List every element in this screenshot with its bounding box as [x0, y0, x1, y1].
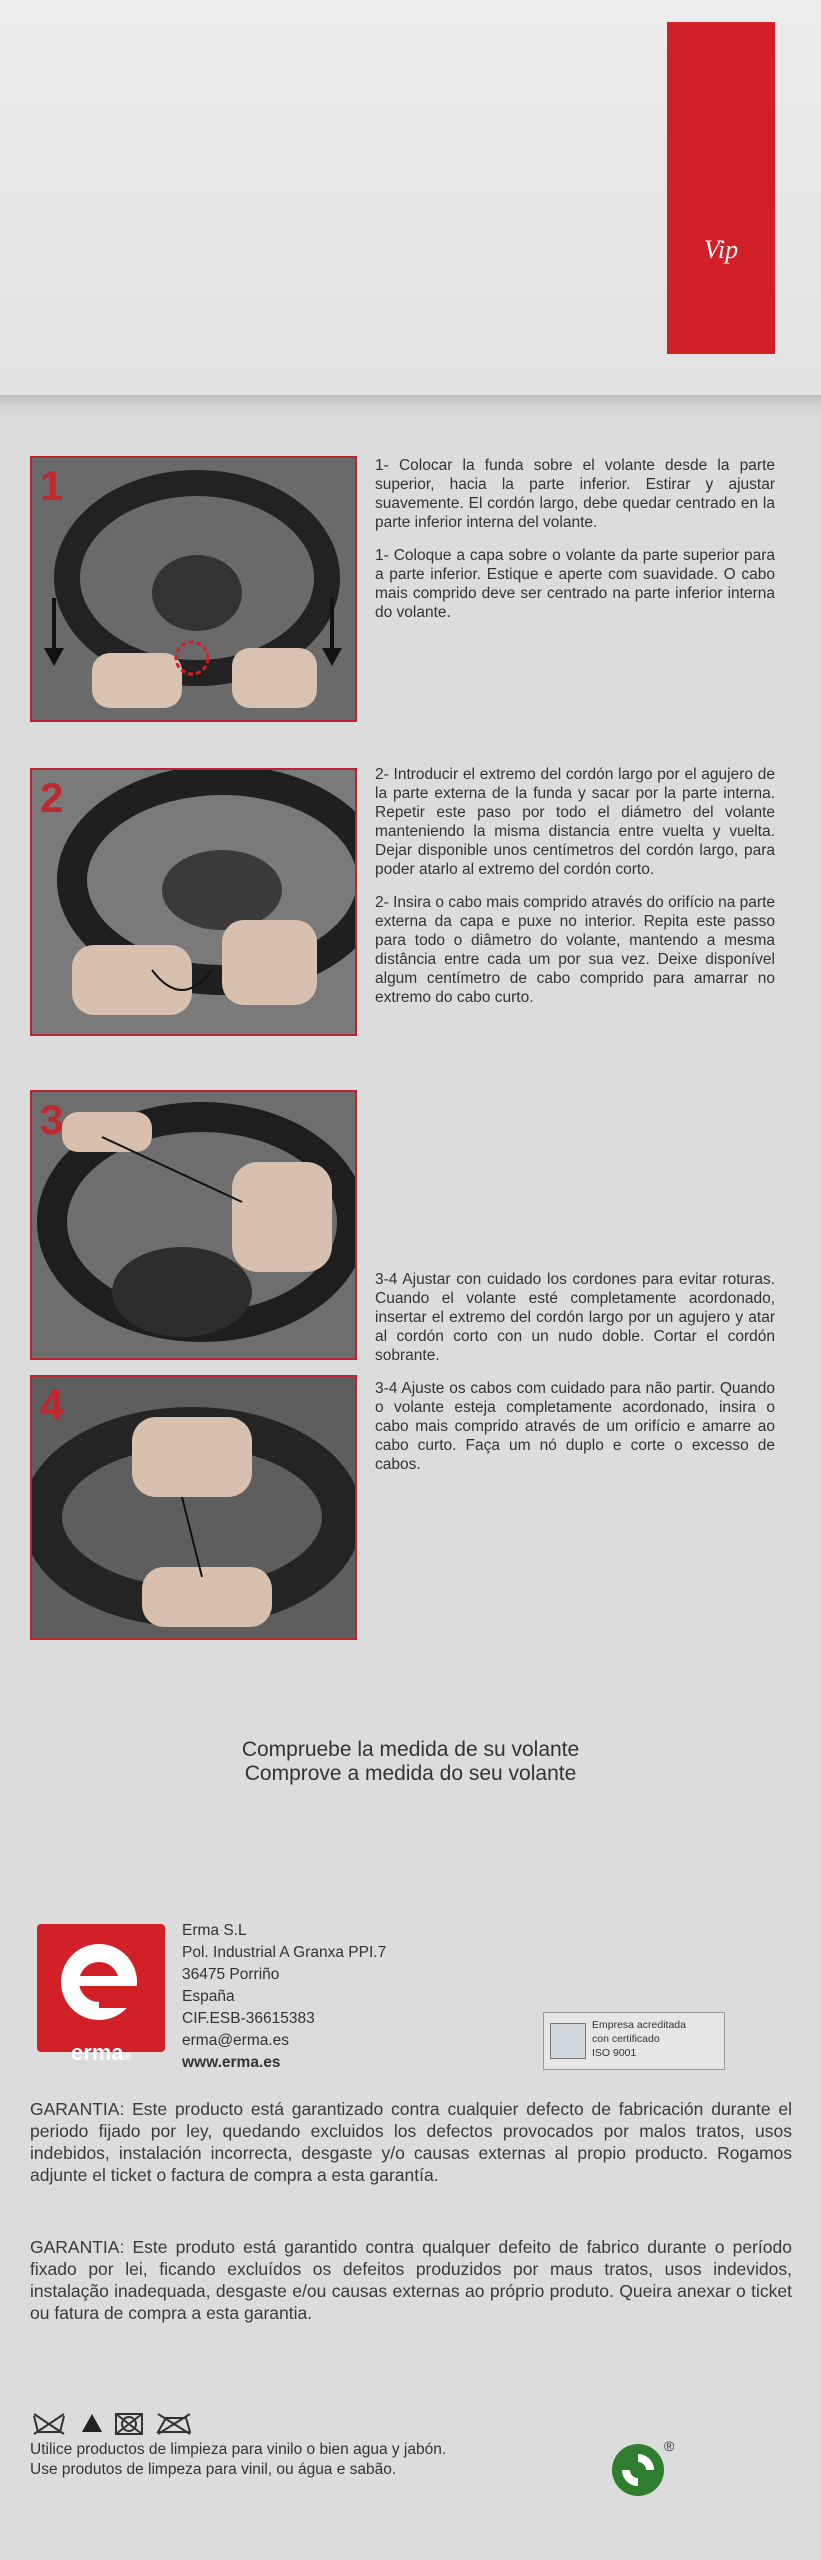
- cert-line-2: con certificado: [592, 2033, 660, 2045]
- no-iron-icon: [158, 2414, 190, 2434]
- company-country: España: [182, 1988, 235, 2005]
- measure-note: [0, 1738, 821, 1786]
- certification-icon: [550, 2023, 586, 2059]
- company-web: www.erma.es: [182, 2054, 281, 2071]
- guarantee-pt: GARANTIA: Este produto está garantido contra qualquer defeito de fabrico durante o período fixado por lei, ficando excluídos os defeitos produzidos por maus tratos, usos indevidos, instalação inadequada, desgaste e/ou causas externas ao próprio produto. Queira anexar o ticket ou fatura de compra a esta garantia.: [30, 2237, 792, 2323]
- company-email: erma@erma.es: [182, 2032, 290, 2049]
- logo-registered: ®: [123, 2052, 131, 2063]
- no-tumble-dry-icon: [116, 2414, 142, 2434]
- step-1-text-es: 1- Colocar la funda sobre el volante desde la parte superior, hacia la parte inferior. Estirar y ajustar suavemente. El cordón largo, debe quedar centrado en la parte inferior interna del volante.: [375, 457, 775, 531]
- cert-line-3: ISO 9001: [592, 2047, 637, 2059]
- logo-text: erma: [71, 2040, 124, 2065]
- iso-certification-badge: [543, 2012, 725, 2070]
- step-2-text-es: 2- Introducir el extremo del cordón largo por el agujero de la parte externa de la funda y sacar por la parte interna. Repetir este paso por todo el diámetro del volante manteniendo la misma distancia entre vuelta y vuelta. Dejar disponible unos centímetros del cordón largo, para poder atarlo al extremo del cordón corto.: [375, 766, 775, 878]
- company-address-1: Pol. Industrial A Granxa PPI.7: [182, 1944, 387, 1961]
- measure-text-pt: Comprove a medida do seu volante: [244, 1762, 577, 1785]
- company-name: Erma S.L: [182, 1922, 247, 1939]
- step-3-image: [30, 1090, 357, 1360]
- no-wash-icon: [34, 2414, 64, 2434]
- recycle-registered-mark: ®: [664, 2438, 675, 2454]
- company-info: [182, 1920, 482, 2074]
- company-cif: CIF.ESB-36615383: [182, 2010, 315, 2027]
- brand-ribbon: [667, 22, 775, 354]
- step-number: 4: [40, 1381, 64, 1428]
- step-4-image: [30, 1375, 357, 1640]
- step-2-text-pt: 2- Insira o cabo mais comprido através do orifício na parte externa da capa e puxe no interior. Repita este passo para todo o diâmetro do volante, mantendo a mesma distância entre cada um por sua vez. Deixe disponível algum centímetro de cabo comprido para amarrar no extremo do cabo curto.: [375, 894, 775, 1006]
- step-3-4-text-es: 3-4 Ajustar con cuidado los cordones para evitar roturas. Cuando el volante esté completamente acordonado, insertar el extremo del cordón largo por un agujero y atar al cordón corto con un nudo doble. Cortar el cordón sobrante.: [375, 1271, 775, 1364]
- company-address-2: 36475 Porriño: [182, 1966, 280, 1983]
- step-number: 3: [40, 1096, 64, 1143]
- care-text-es: Utilice productos de limpieza para vinilo o bien agua y jabón.: [30, 2441, 447, 2458]
- ribbon-logo: Vip: [703, 235, 739, 264]
- care-text-pt: Use produtos de limpeza para vinil, ou água e sabão.: [30, 2461, 397, 2478]
- care-icons: [30, 2410, 230, 2436]
- fold-line: [0, 395, 821, 415]
- step-3-4-instructions: [375, 1270, 775, 1488]
- measure-text-es: Compruebe la medida de su volante: [241, 1738, 580, 1761]
- step-1-instructions: [375, 456, 775, 636]
- erma-logo: [37, 1924, 165, 2052]
- step-number: 1: [40, 462, 64, 509]
- step-2-instructions: [375, 765, 775, 1021]
- step-2-image: [30, 768, 357, 1036]
- step-number: 2: [40, 774, 64, 821]
- step-1-image: [30, 456, 357, 722]
- step-3-4-text-pt: 3-4 Ajuste os cabos com cuidado para não partir. Quando o volante esteja completamente acordonado, insira o cabo mais comprido através de um orifício e amarre ao cabo curto. Faça um nó duplo e corte o excesso de cabos.: [375, 1380, 775, 1473]
- green-dot-recycle-icon: [612, 2444, 664, 2496]
- guarantee-es: GARANTIA: Este producto está garantizado contra cualquier defecto de fabricación durante el periodo fijado por ley, quedando excluidos los defectos provocados por malos tratos, usos indebidos, instalación incorrecta, desgaste y/o causas externas al propio producto. Rogamos adjunte el ticket o factura de compra a esta garantía.: [30, 2099, 792, 2185]
- care-instructions: [30, 2440, 630, 2480]
- no-bleach-icon: [82, 2414, 102, 2432]
- logo-wordmark: [37, 2040, 165, 2066]
- cert-line-1: Empresa acreditada: [592, 2019, 686, 2031]
- step-1-text-pt: 1- Coloque a capa sobre o volante da parte superior para a parte inferior. Estique e aperte com suavidade. O cabo mais comprido deve ser centrado na parte inferior interna do volante.: [375, 547, 775, 621]
